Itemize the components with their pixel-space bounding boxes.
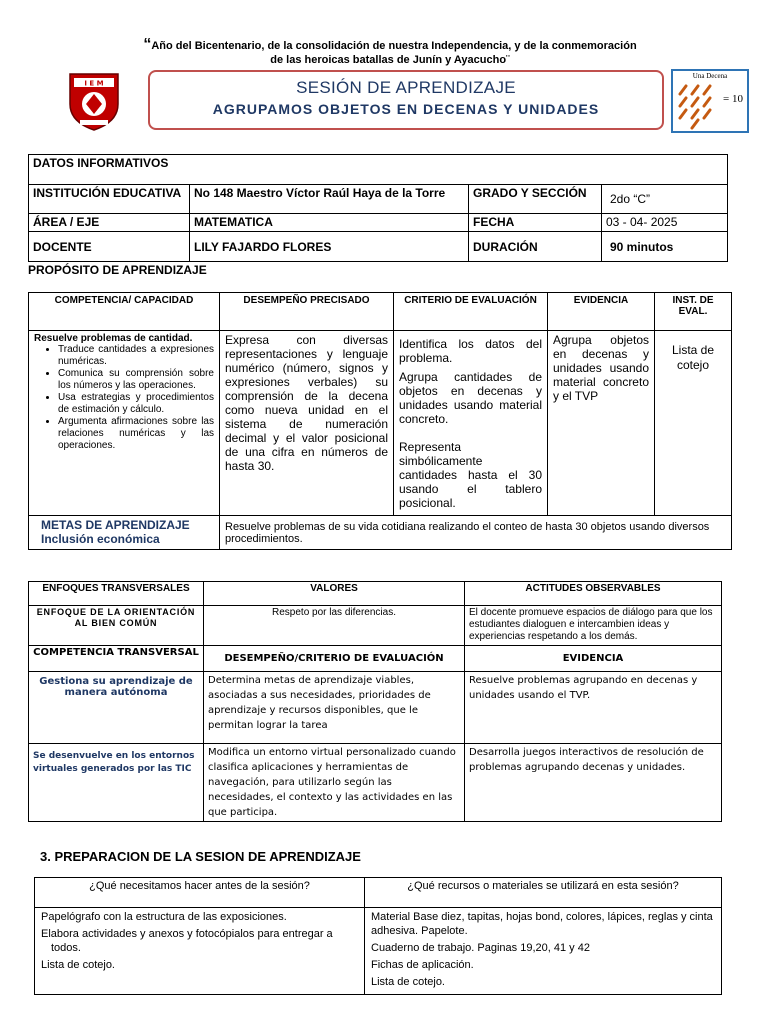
antes-header: ¿Qué necesitamos hacer antes de la sesión? (35, 878, 365, 908)
grado-label: GRADO Y SECCIÓN (469, 185, 602, 214)
capacidad-item: • Usa estrategias y procedimientos de estimación y cálculo. (58, 392, 214, 416)
recurso-item: Fichas de aplicación. (371, 959, 474, 971)
decena-illustration (671, 69, 749, 133)
ct1-name: Gestiona su aprendizaje de manera autónoma (29, 672, 204, 744)
preparacion-table (34, 877, 722, 995)
metas-cell (29, 516, 220, 550)
header-desempeno: DESEMPEÑO PRECISADO (220, 293, 394, 331)
ct1-evidencia: Resuelve problemas agrupando en decenas y unidades usando el TVP. (465, 672, 722, 744)
header-competencia: COMPETENCIA/ CAPACIDAD (29, 293, 220, 331)
motto-line-2: de las heroicas batallas de Junín y Ayacucho¨ (270, 54, 510, 66)
antes-item: Papelógrafo con la estructura de las exposiciones. (41, 911, 287, 923)
header-motto (110, 38, 670, 67)
competencia-title: Resuelve problemas de cantidad. (34, 333, 193, 344)
recursos-cell (365, 908, 722, 995)
ct2-evidencia: Desarrolla juegos interactivos de resolución de problemas agrupando decenas y unidades. (465, 744, 722, 822)
capacidad-item: • Traduce cantidades a expresiones numéricas. (58, 344, 214, 368)
valores-header: VALORES (204, 582, 465, 606)
recursos-header: ¿Qué recursos o materiales se utilizará en esta sesión? (365, 878, 722, 908)
antes-item: Lista de cotejo. (41, 959, 115, 971)
duracion-value: 90 minutos (602, 232, 728, 262)
metas-text: Resuelve problemas de su vida cotidiana realizando el conteo de hasta 30 objetos usando diversos procedimientos. (220, 516, 732, 550)
metas-title: METAS DE APRENDIZAJE (41, 518, 190, 532)
valor-text: Respeto por las diferencias. (204, 606, 465, 646)
recurso-item: Lista de cotejo. (371, 976, 445, 988)
fecha-label: FECHA (469, 214, 602, 232)
duracion-label: DURACIÓN (469, 232, 602, 262)
header-instrumento: INST. DE EVAL. (655, 293, 732, 331)
preparacion-title: 3. PREPARACION DE LA SESION DE APRENDIZAJE (40, 849, 361, 864)
inst-label: INSTITUCIÓN EDUCATIVA (29, 185, 190, 214)
antes-item: Elabora actividades y anexos y fotocópialos para entregar a todos. (41, 928, 333, 954)
capacidades-list (34, 344, 214, 452)
docente-label: DOCENTE (29, 232, 190, 262)
enfoques-header: ENFOQUES TRANSVERSALES (29, 582, 204, 606)
info-table (28, 154, 728, 262)
area-value: MATEMATICA (190, 214, 469, 232)
metas-subtitle: Inclusión económica (41, 532, 160, 546)
session-subtitle: AGRUPAMOS OBJETOS EN DECENAS Y UNIDADES (212, 101, 600, 117)
actitud-text: El docente promueve espacios de diálogo para que los estudiantes dialoguen e intercambien ideas y experiencias respetando a los demás. (465, 606, 722, 646)
info-section-title: DATOS INFORMATIVOS (29, 155, 728, 185)
recurso-item: Cuaderno de trabajo. Paginas 19,20, 41 y 42 (371, 942, 590, 954)
evidencia-text: Agrupa objetos en decenas y unidades usando material concreto y el TVP (548, 331, 655, 516)
proposito-table (28, 292, 732, 550)
school-logo (66, 70, 122, 132)
ct2-name: Se desenvuelve en los entornos virtuales generados por las TIC (29, 744, 204, 822)
decena-equals: = 10 (723, 93, 743, 105)
capacidad-item: • Argumenta afirmaciones sobre las relaciones numéricas y las operaciones. (58, 416, 214, 452)
ct-desempeno-header: DESEMPEÑO/CRITERIO DE EVALUACIÓN (204, 646, 465, 672)
decena-label: Una Decena (692, 72, 728, 80)
area-label: ÁREA / EJE (29, 214, 190, 232)
criterios-cell (394, 331, 548, 516)
pencils-icon (676, 82, 722, 130)
docente-value: LILY FAJARDO FLORES (190, 232, 469, 262)
quote-mark: “ (143, 36, 152, 53)
capacidad-item: • Comunica su comprensión sobre los números y las operaciones. (58, 368, 214, 392)
header-criterio: CRITERIO DE EVALUACIÓN (394, 293, 548, 331)
recurso-item: Material Base diez, tapitas, hojas bond, colores, lápices, reglas y cinta adhesiva. Papelote. (371, 911, 713, 937)
fecha-value: 03 - 04- 2025 (602, 214, 728, 232)
logo-text: I E M (84, 79, 104, 88)
enfoque-name: ENFOQUE DE LA ORIENTACIÓN AL BIEN COMÚN (29, 606, 204, 646)
proposito-title: PROPÓSITO DE APRENDIZAJE (28, 263, 207, 277)
session-title-box (148, 70, 664, 130)
criterio-item: Representa simbólicamente cantidades hasta el 30 usando el tablero posicional. (399, 440, 542, 510)
ct-evidencia-header: EVIDENCIA (465, 646, 722, 672)
actitudes-header: ACTITUDES OBSERVABLES (465, 582, 722, 606)
enfoques-table (28, 581, 722, 822)
instrumento-text: Lista de cotejo (655, 331, 732, 516)
header-evidencia: EVIDENCIA (548, 293, 655, 331)
grado-value: 2do “C” (602, 185, 728, 214)
criterio-item: Identifica los datos del problema. (399, 337, 542, 365)
competencia-cell (29, 331, 220, 516)
criterio-item: Agrupa cantidades de objetos en decenas y unidades usando material concreto. (399, 370, 542, 426)
desempeno-text: Expresa con diversas representaciones y lenguaje numérico (número, signos y expresiones verbales) su comprensión de la decena como nueva unidad en el sistema de numeración decimal y el valor posicional de una cifra en números de hasta 30. (220, 331, 394, 516)
inst-value: No 148 Maestro Víctor Raúl Haya de la Torre (190, 185, 469, 214)
motto-line-1: Año del Bicentenario, de la consolidación de nuestra Independencia, y de la conmemoración (151, 40, 637, 52)
antes-cell (35, 908, 365, 995)
session-title: SESIÓN DE APRENDIZAJE (296, 78, 516, 97)
ct-header: COMPETENCIA TRANSVERSAL (29, 646, 204, 672)
ct2-desempeno: Modifica un entorno virtual personalizado cuando clasifica aplicaciones y herramientas de navegación, para utilizarlo según las necesidades, el contexto y las actividades en las que participa. (204, 744, 465, 822)
ct1-desempeno: Determina metas de aprendizaje viables, asociadas a sus necesidades, prioridades de aprendizaje y recursos disponibles, que le permitan lograr la tarea (204, 672, 465, 744)
